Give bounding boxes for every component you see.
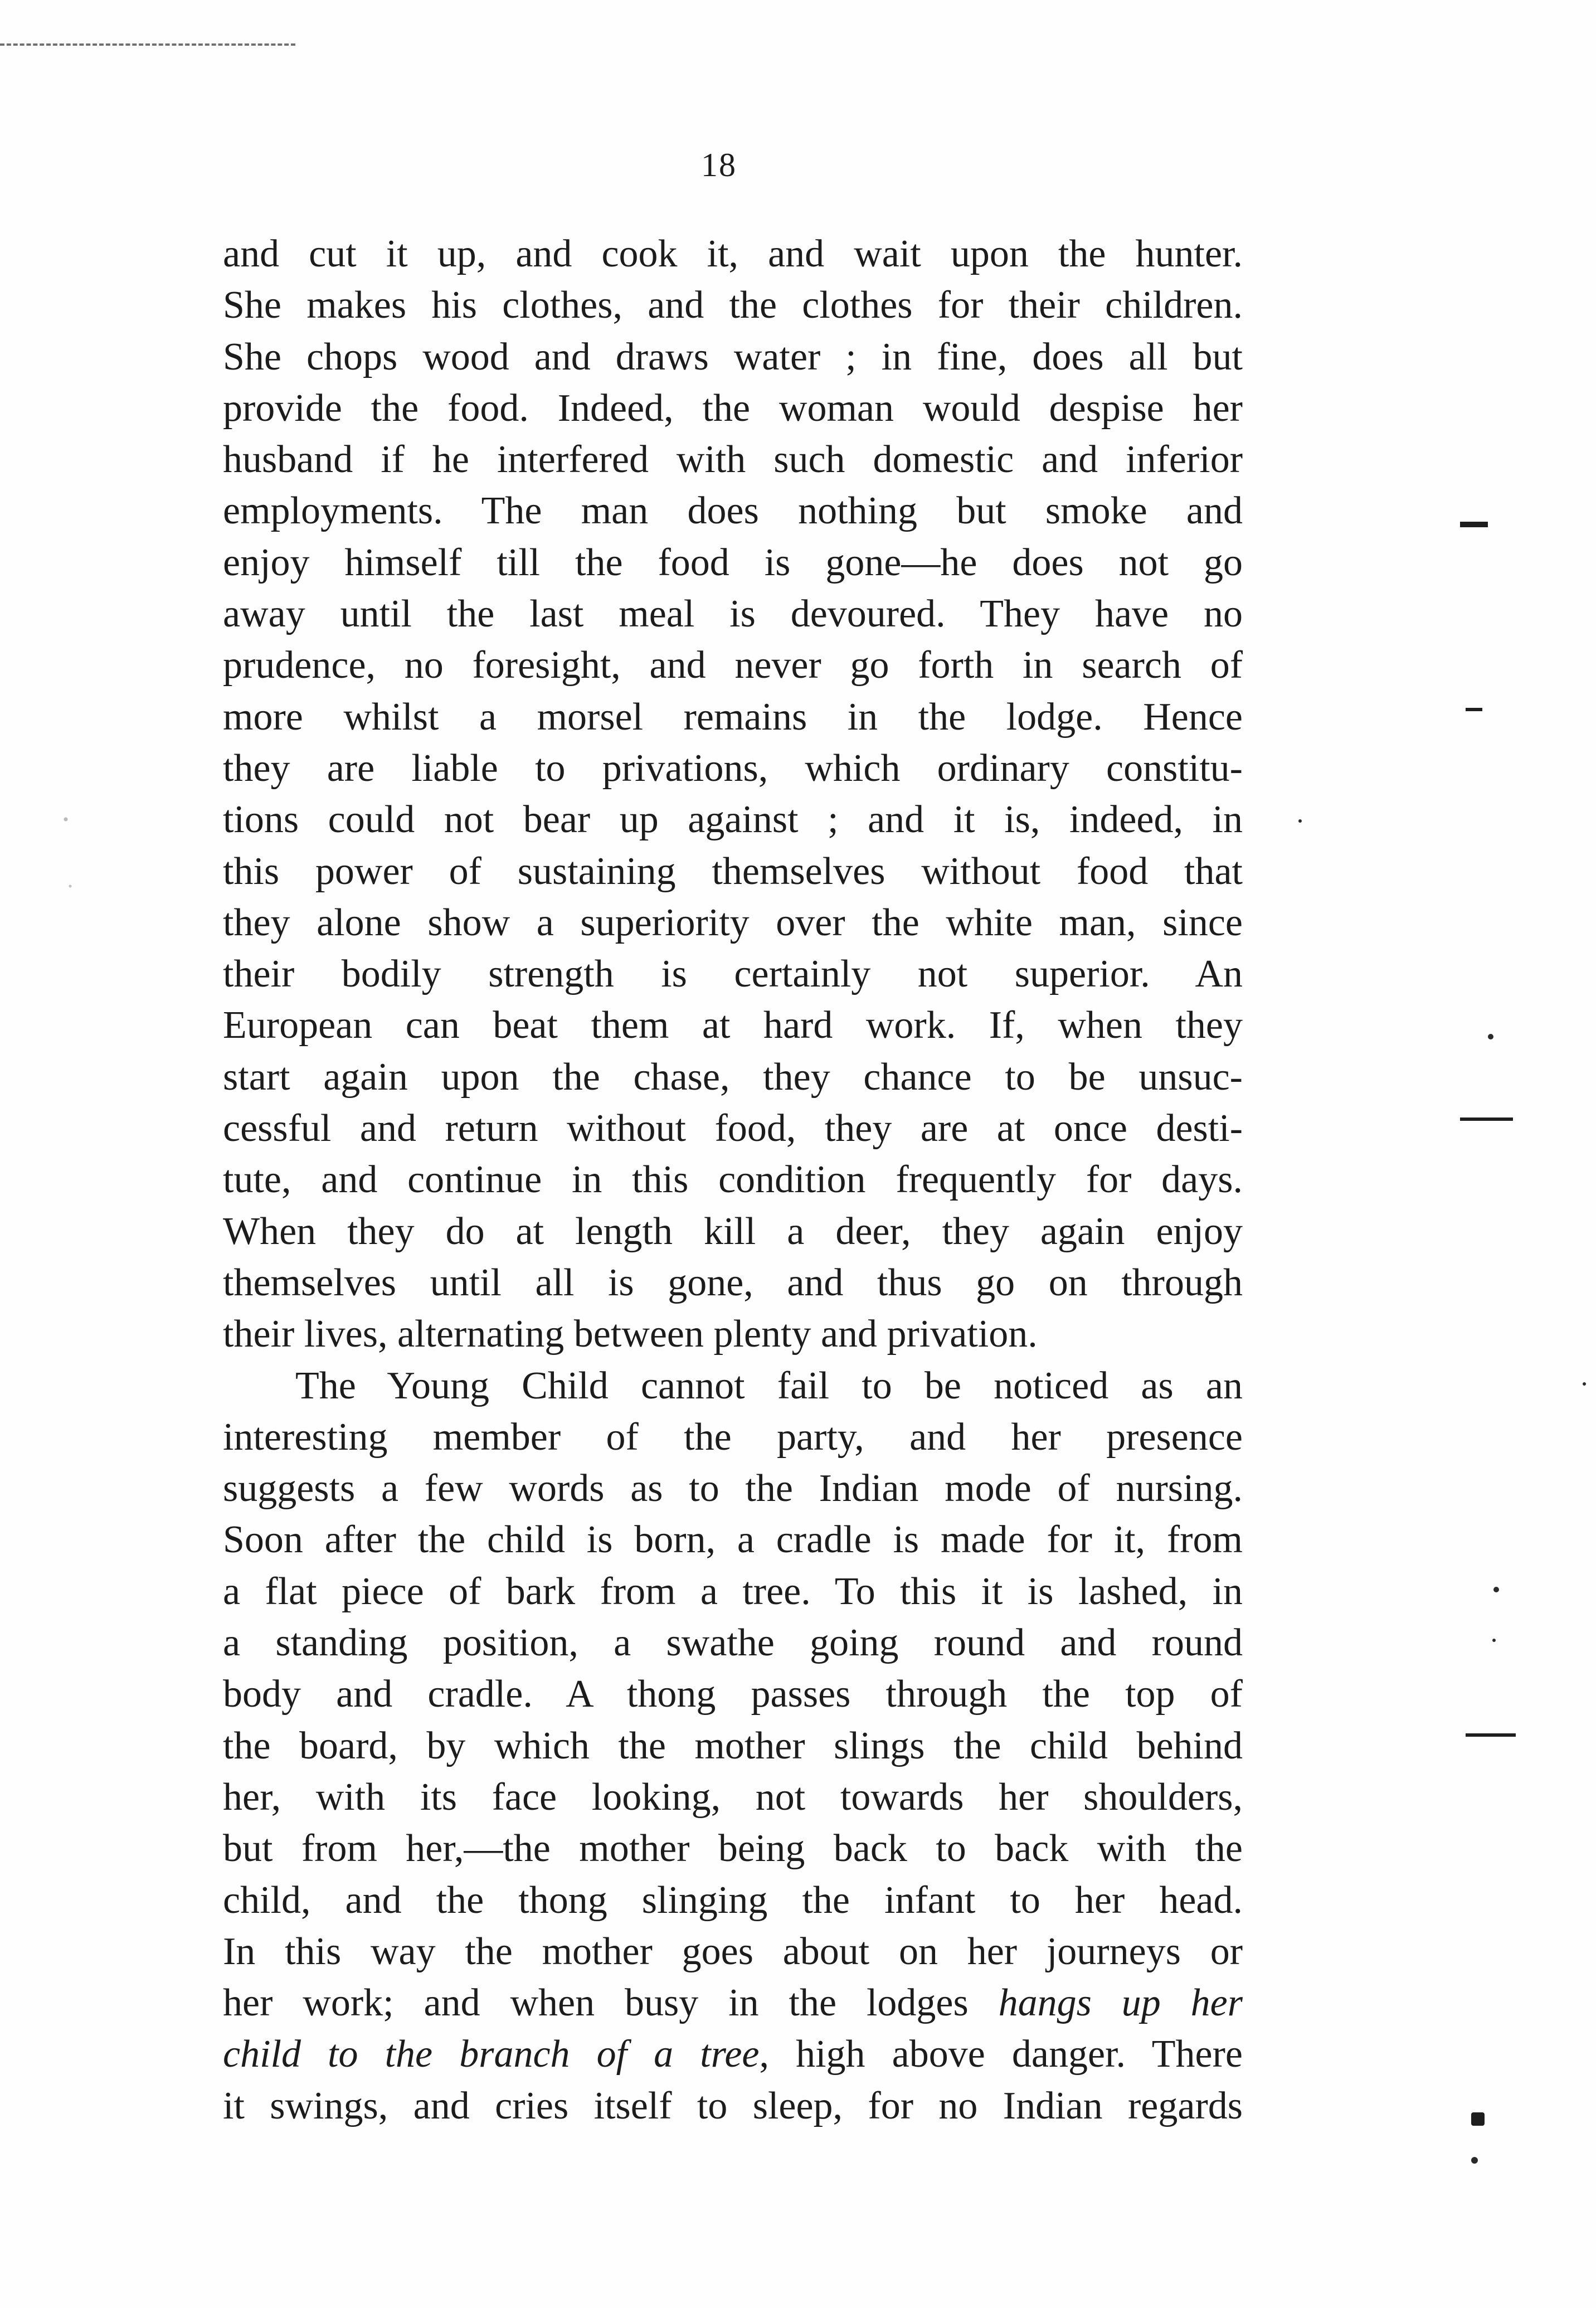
text-line: enjoy himself till the food is gone—he does not go bbox=[223, 541, 1243, 584]
text-line: suggests a few words as to the Indian mode of nursing. bbox=[223, 1467, 1243, 1510]
text-line: and cut it up, and cook it, and wait upon the hunter. bbox=[223, 232, 1243, 275]
text-line: themselves until all is gone, and thus go on through bbox=[223, 1261, 1243, 1304]
scan-artifact-top bbox=[0, 43, 295, 46]
text-line: but from her,—the mother being back to back with the bbox=[223, 1827, 1243, 1870]
margin-dot bbox=[1493, 1587, 1499, 1592]
text-line: child, and the thong slinging the infant to her head. bbox=[223, 1878, 1243, 1922]
paragraph-start-line: The Young Child cannot fail to be noticed as an bbox=[295, 1364, 1243, 1407]
text-line-with-italic bbox=[223, 1977, 1243, 2029]
text-line: their lives, alternating between plenty and privation. bbox=[223, 1313, 1038, 1356]
margin-mark bbox=[1471, 2112, 1485, 2126]
text-line: husband if he interfered with such domestic and inferior bbox=[223, 438, 1243, 482]
italic-phrase: child to the branch of a tree bbox=[223, 2033, 760, 2076]
text-line: a flat piece of bark from a tree. To this it is lashed, in bbox=[223, 1570, 1243, 1613]
text-line: her, with its face looking, not towards her shoulders, bbox=[223, 1775, 1243, 1819]
text-line: they are liable to privations, which ordinary constitu- bbox=[223, 746, 1243, 790]
text-line-with-italic bbox=[223, 2029, 1243, 2080]
text-line: She chops wood and draws water ; in fine, does all but bbox=[223, 335, 1243, 378]
text-line: start again upon the chase, they chance to be unsuc- bbox=[223, 1055, 1243, 1099]
text-line: prudence, no foresight, and never go forth in search of bbox=[223, 644, 1243, 687]
text-line: it swings, and cries itself to sleep, for no Indian regards bbox=[223, 2084, 1243, 2127]
text-line: away until the last meal is devoured. They have no bbox=[223, 592, 1243, 636]
text-line: employments. The man does nothing but smoke and bbox=[223, 489, 1243, 533]
margin-dash bbox=[1460, 1117, 1513, 1121]
text-line: She makes his clothes, and the clothes for their children. bbox=[223, 284, 1243, 327]
margin-dot bbox=[1298, 819, 1302, 823]
margin-dot bbox=[1583, 1382, 1586, 1386]
line-segment: her work; and when busy in the lodges bbox=[223, 1981, 999, 2025]
left-edge-specks bbox=[60, 808, 77, 2257]
text-line: their bodily strength is certainly not superior. An bbox=[223, 953, 1243, 996]
text-line: more whilst a morsel remains in the lodge. Hence bbox=[223, 695, 1243, 738]
text-line: cessful and return without food, they are at once desti- bbox=[223, 1107, 1243, 1150]
margin-mark bbox=[1460, 522, 1488, 527]
page-number: 18 bbox=[701, 147, 737, 183]
margin-dash bbox=[1466, 1733, 1516, 1737]
text-line: body and cradle. A thong passes through the top of bbox=[223, 1673, 1243, 1716]
text-line: interesting member of the party, and her presence bbox=[223, 1415, 1243, 1459]
text-line: European can beat them at hard work. If, when they bbox=[223, 1004, 1243, 1047]
text-line: tute, and continue in this condition frequently for days. bbox=[223, 1158, 1243, 1202]
text-line: they alone show a superiority over the white man, since bbox=[223, 901, 1243, 944]
margin-dot bbox=[1488, 1034, 1493, 1039]
text-line: provide the food. Indeed, the woman would despise her bbox=[223, 386, 1243, 430]
text-line: When they do at length kill a deer, they again enjoy bbox=[223, 1209, 1243, 1253]
text-line: this power of sustaining themselves without food that bbox=[223, 849, 1243, 893]
italic-phrase: hangs up her bbox=[998, 1981, 1243, 2025]
text-line: tions could not bear up against ; and it is, indeed, in bbox=[223, 798, 1243, 842]
text-line: a standing position, a swathe going round and round bbox=[223, 1621, 1243, 1665]
margin-mark bbox=[1466, 708, 1482, 711]
line-segment: , high above danger. There bbox=[759, 2033, 1243, 2076]
text-line: the board, by which the mother slings the child behind bbox=[223, 1724, 1243, 1767]
text-line: Soon after the child is born, a cradle is made for it, from bbox=[223, 1518, 1243, 1562]
margin-dot bbox=[1492, 1639, 1496, 1642]
margin-dot bbox=[1471, 2157, 1478, 2164]
text-line: In this way the mother goes about on her journeys or bbox=[223, 1930, 1243, 1973]
body-text bbox=[223, 229, 1243, 2132]
